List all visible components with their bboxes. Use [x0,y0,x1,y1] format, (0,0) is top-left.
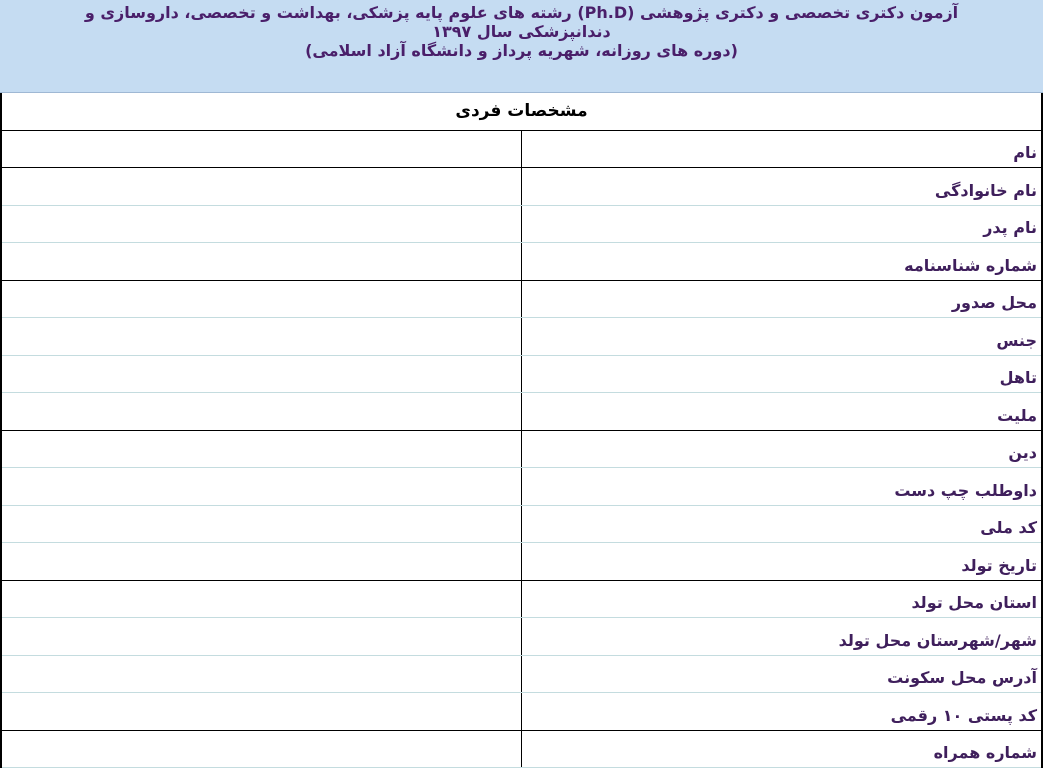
birth-province-value-field[interactable] [1,580,522,618]
marital-status-label: تاهل [522,355,1043,393]
field-row-first-name [1,130,1042,168]
section-title: مشخصات فردی [1,93,1042,130]
first-name-label: نام [522,130,1043,168]
birth-date-value-field[interactable] [1,543,522,581]
nationality-label: ملیت [522,393,1043,431]
section-header-row [1,93,1042,130]
national-code-value-field[interactable] [1,505,522,543]
address-label: آدرس محل سکونت [522,655,1043,693]
field-row-issue-place [1,280,1042,318]
field-row-postal-code [1,693,1042,731]
field-row-id-number [1,243,1042,281]
left-handed-label: داوطلب چپ دست [522,468,1043,506]
national-code-label: کد ملی [522,505,1043,543]
field-row-address [1,655,1042,693]
postal-code-label: کد پستی ۱۰ رقمی [522,693,1043,731]
header-title-line3: (دوره های روزانه، شهریه پرداز و دانشگاه آزاد اسلامی) [305,41,738,60]
mobile-value-field[interactable] [1,730,522,768]
mobile-label: شماره همراه [522,730,1043,768]
field-row-national-code [1,505,1042,543]
id-number-label: شماره شناسنامه [522,243,1043,281]
field-row-religion [1,430,1042,468]
first-name-value-field[interactable] [1,130,522,168]
field-row-last-name [1,168,1042,206]
form-header [0,0,1043,93]
field-row-father-name [1,205,1042,243]
father-name-label: نام پدر [522,205,1043,243]
birth-city-label: شهر/شهرستان محل تولد [522,618,1043,656]
left-handed-value-field[interactable] [1,468,522,506]
birth-date-label: تاریخ تولد [522,543,1043,581]
birth-province-label: استان محل تولد [522,580,1043,618]
marital-status-value-field[interactable] [1,355,522,393]
field-row-birth-city [1,618,1042,656]
gender-value-field[interactable] [1,318,522,356]
issue-place-value-field[interactable] [1,280,522,318]
field-row-birth-date [1,543,1042,581]
issue-place-label: محل صدور [522,280,1043,318]
field-row-marital-status [1,355,1042,393]
id-number-value-field[interactable] [1,243,522,281]
nationality-value-field[interactable] [1,393,522,431]
address-value-field[interactable] [1,655,522,693]
field-row-gender [1,318,1042,356]
religion-value-field[interactable] [1,430,522,468]
gender-label: جنس [522,318,1043,356]
birth-city-value-field[interactable] [1,618,522,656]
field-row-left-handed [1,468,1042,506]
field-row-nationality [1,393,1042,431]
last-name-label: نام خانوادگی [522,168,1043,206]
personal-info-table [0,93,1043,768]
header-title-line2: دندانپزشکی سال ۱۳۹۷ [432,22,611,41]
field-row-mobile [1,730,1042,768]
father-name-value-field[interactable] [1,205,522,243]
religion-label: دین [522,430,1043,468]
header-title-line1: آزمون دکتری تخصصی و دکتری پژوهشی (Ph.D) رشته های علوم پایه پزشکی، بهداشت و تخصصی، داروسازی و [84,3,959,22]
last-name-value-field[interactable] [1,168,522,206]
postal-code-value-field[interactable] [1,693,522,731]
field-row-birth-province [1,580,1042,618]
